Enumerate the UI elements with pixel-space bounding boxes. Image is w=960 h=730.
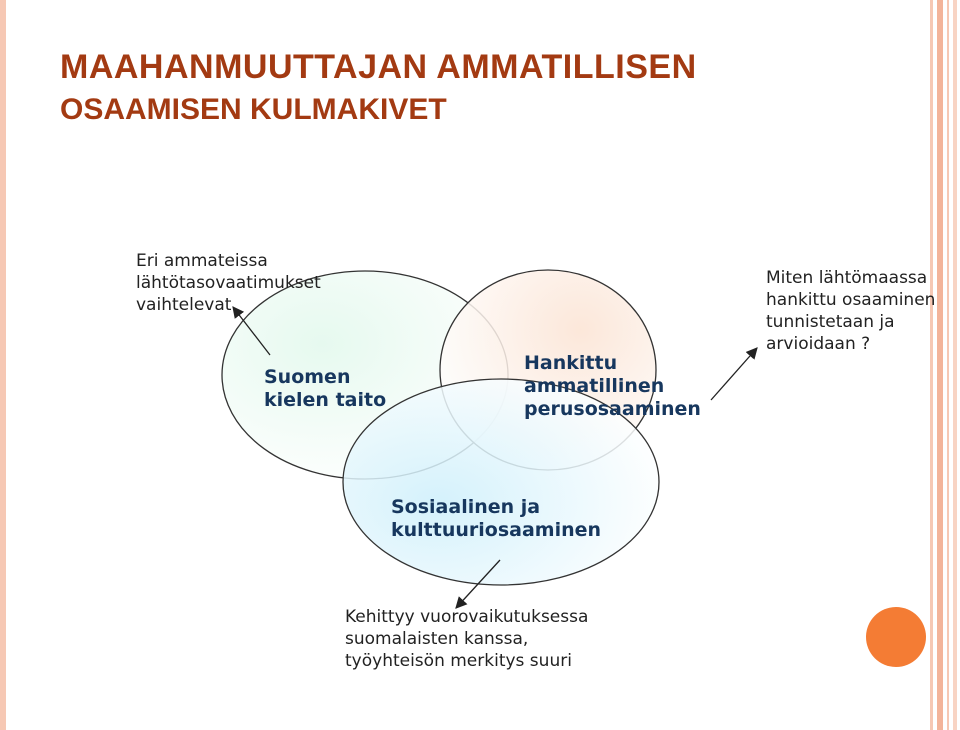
arrow-to-top-right-note	[711, 348, 757, 400]
decorative-orange-dot	[866, 607, 926, 667]
label-vocational-skills: Hankittu ammatillinen perusosaaminen	[524, 352, 701, 420]
label-social-cultural-skills: Sosiaalinen ja kulttuuriosaaminen	[391, 496, 602, 541]
note-recognition-question: Miten lähtömaassa hankittu osaaminen tunnistetaan ja arvioidaan ?	[766, 268, 936, 354]
note-interaction-development: Kehittyy vuorovaikutuksessa suomalaisten kanssa, työyhteisön merkitys suuri	[345, 607, 589, 671]
note-level-requirements: Eri ammateissa lähtötasovaatimukset vaihtelevat	[136, 251, 321, 315]
slide-title-line-2: OSAAMISEN KULMAKIVET	[60, 93, 447, 126]
slide-title-line-1: MAAHANMUUTTAJAN AMMATILLISEN	[60, 48, 697, 86]
label-language-skills: Suomen kielen taito	[264, 366, 387, 411]
